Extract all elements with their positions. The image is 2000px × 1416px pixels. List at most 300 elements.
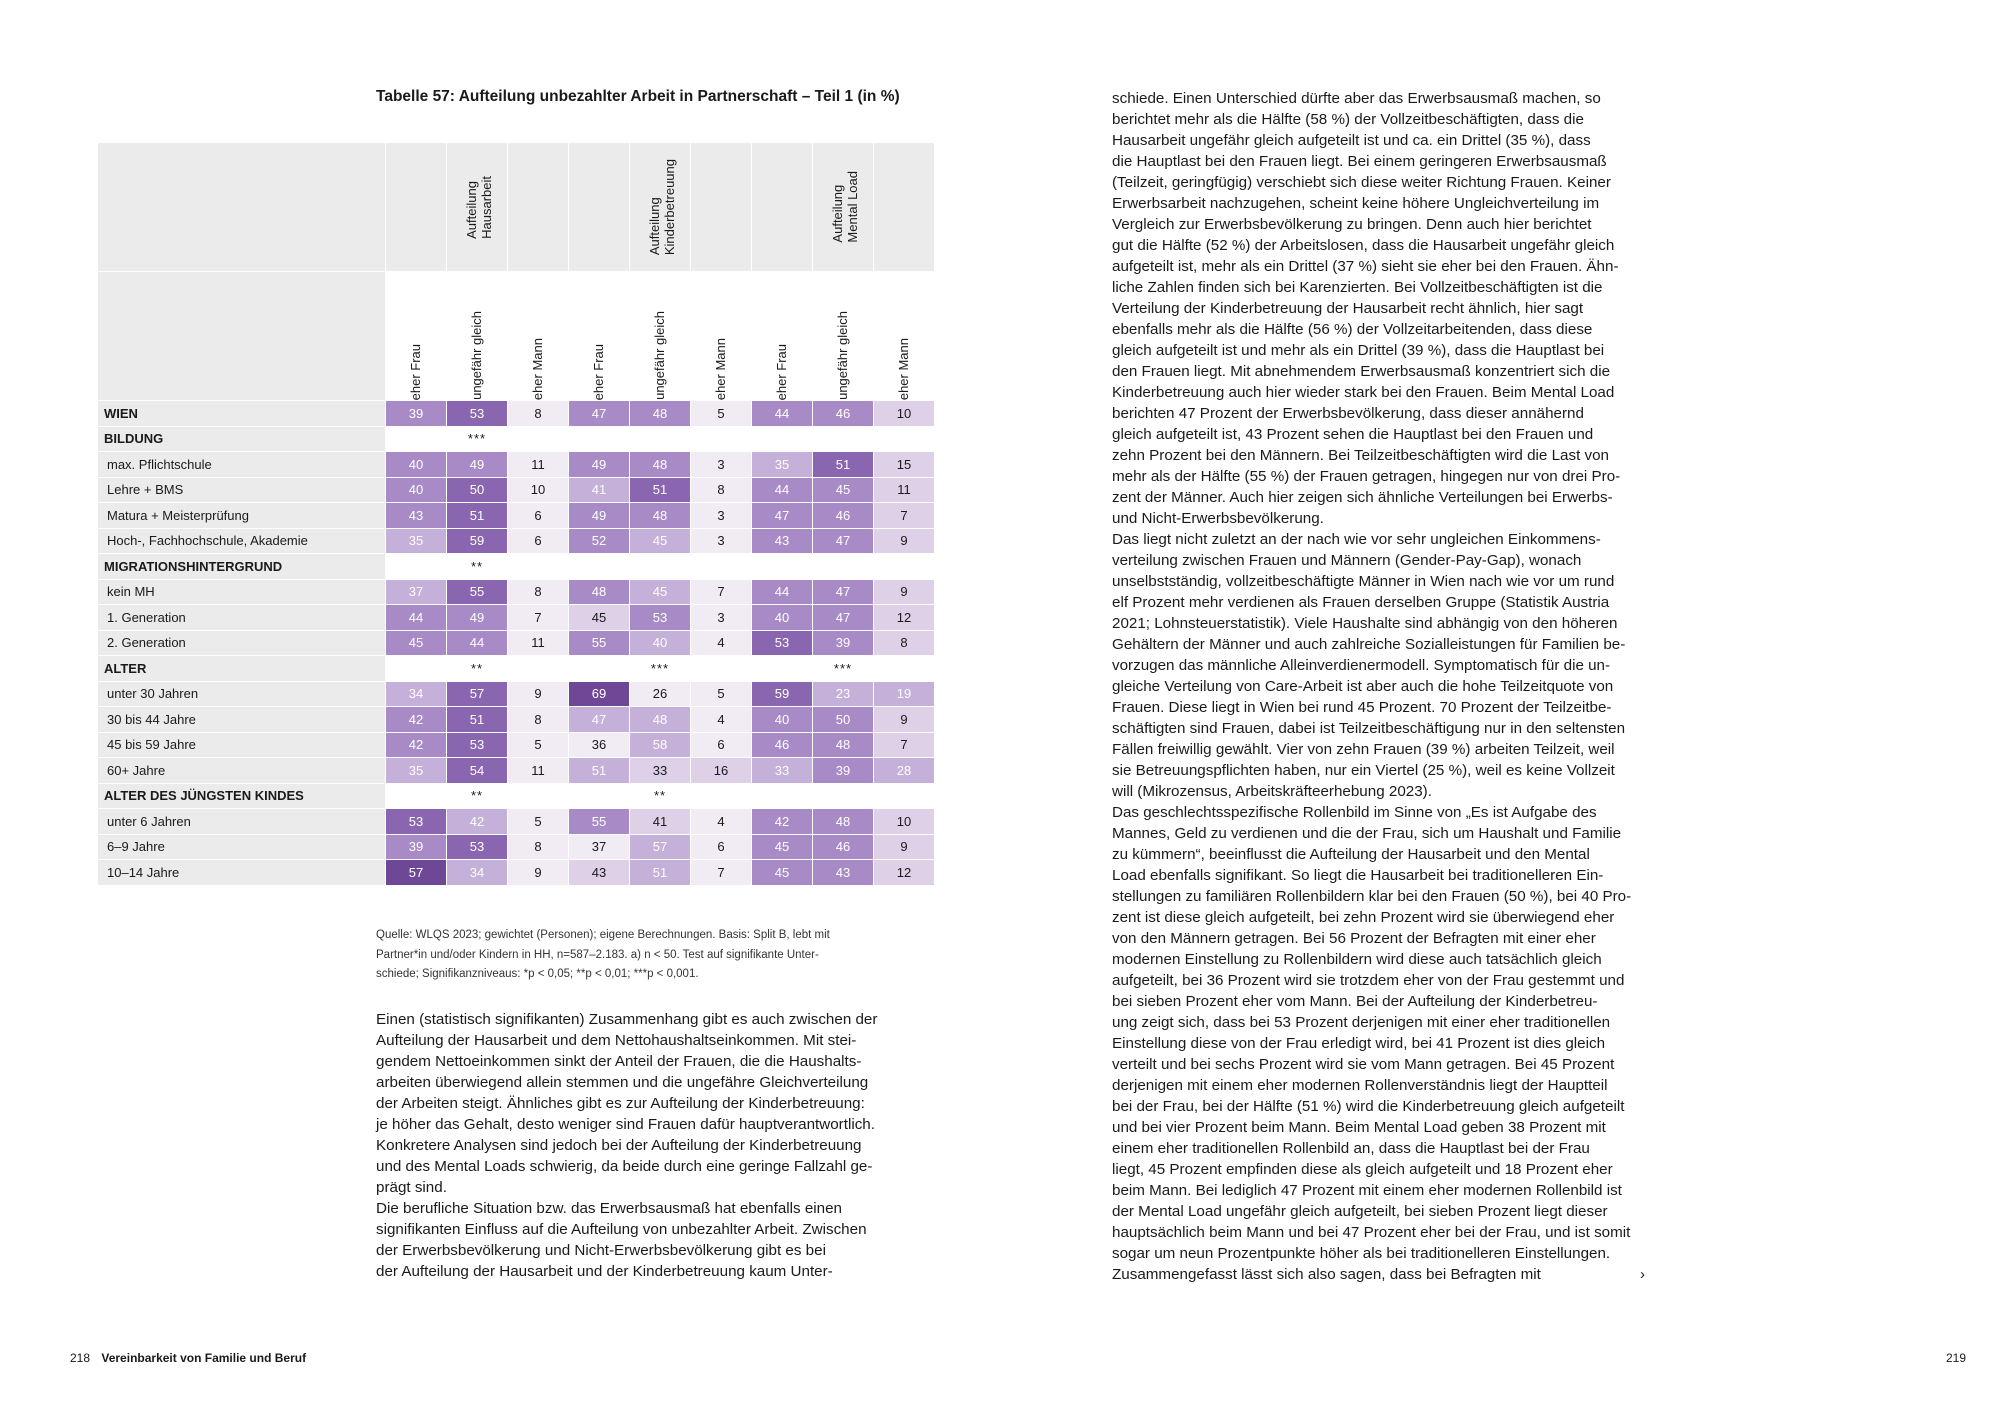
significance-cell (508, 656, 569, 682)
subheader-cell (813, 272, 874, 401)
subheader-label: eher Mann (895, 337, 911, 400)
value-cell: 11 (508, 758, 569, 784)
row-label: 2. Generation (98, 630, 386, 656)
subheader-cell (874, 272, 935, 401)
significance-cell (752, 783, 813, 809)
value-cell: 42 (447, 809, 508, 835)
value-cell: 37 (569, 834, 630, 860)
text-line: aufgeteilt ist, mehr als ein Drittel (37 %) sieht sie eher bei den Frauen. Ähn- (1112, 258, 1619, 275)
subheader-corner (98, 272, 386, 401)
row-label: 10–14 Jahre (98, 860, 386, 886)
text-line: ung zeigt sich, dass bei 53 Prozent derjenigen mit einer eher traditionellen (1112, 1014, 1611, 1031)
value-cell: 45 (752, 834, 813, 860)
text-line: signifikanten Einfluss auf die Aufteilung von unbezahlter Arbeit. Zwischen (376, 1221, 867, 1238)
text-line: mehr als der Hälfte (55 %) der Frauen getragen, hingegen nur von drei Pro- (1112, 468, 1621, 485)
value-cell: 9 (874, 834, 935, 860)
row-label: unter 30 Jahren (98, 681, 386, 707)
value-cell: 42 (386, 732, 447, 758)
text-line: Die berufliche Situation bzw. das Erwerbsausmaß hat ebenfalls einen (376, 1200, 843, 1217)
subheader-cell (569, 272, 630, 401)
row-label: max. Pflichtschule (98, 452, 386, 478)
value-cell: 53 (447, 401, 508, 427)
value-cell: 11 (508, 630, 569, 656)
running-title: Vereinbarkeit von Familie und Beruf (101, 1351, 307, 1365)
row-label: kein MH (98, 579, 386, 605)
text-line: von den Männern getragen. Bei 56 Prozent der Befragten mit einer eher (1112, 930, 1596, 947)
value-cell: 48 (630, 707, 691, 733)
value-cell: 44 (752, 477, 813, 503)
significance-cell (691, 554, 752, 580)
text-line: die Hauptlast bei den Frauen liegt. Bei einem geringeren Erwerbsausmaß (1112, 153, 1607, 170)
text-line: will (Mikrozensus, Arbeitskräfteerhebung 2023). (1112, 783, 1432, 800)
row-label: Matura + Meisterprüfung (98, 503, 386, 529)
significance-cell (386, 783, 447, 809)
significance-cell (386, 426, 447, 452)
table-title: Tabelle 57: Aufteilung unbezahlter Arbeit in Partnerschaft – Teil 1 (in %) (376, 88, 900, 105)
value-cell: 45 (813, 477, 874, 503)
value-cell: 45 (386, 630, 447, 656)
text-line: verteilt und bei sechs Prozent wird sie vom Mann getragen. Bei 45 Prozent (1112, 1056, 1615, 1073)
text-line: unselbstständig, vollzeitbeschäftigte Männer in Wien nach wie vor um rund (1112, 573, 1615, 590)
value-cell: 40 (630, 630, 691, 656)
text-line: Einen (statistisch signifikanten) Zusammenhang gibt es auch zwischen der (376, 1011, 878, 1028)
value-cell: 12 (874, 605, 935, 631)
value-cell: 8 (508, 707, 569, 733)
group-header-cell (569, 143, 630, 272)
text-line: Fällen freiwillig gewählt. Vier von zehn Frauen (39 %) arbeiten Teilzeit, weil (1112, 741, 1615, 758)
value-cell: 46 (813, 401, 874, 427)
significance-cell (752, 426, 813, 452)
table-row (98, 758, 935, 784)
significance-cell: *** (813, 656, 874, 682)
text-line: gleich aufgeteilt ist, 43 Prozent sehen die Hauptlast bei den Frauen und (1112, 426, 1594, 443)
value-cell: 52 (569, 528, 630, 554)
group-header-cell (813, 143, 874, 272)
subheader-label: eher Mann (712, 337, 728, 400)
text-line: gleiche Verteilung von Care-Arbeit ist aber auch die hohe Teilzeitquote von (1112, 678, 1614, 695)
text-line: liegt, 45 Prozent empfinden diese als gleich aufgeteilt und 18 Prozent eher (1112, 1161, 1613, 1178)
text-line: zehn Prozent bei den Männern. Bei Teilzeitbeschäftigten wird die Last von (1112, 447, 1609, 464)
text-line: aufgeteilt, bei 36 Prozent wird sie trotzdem eher von der Frau gestemmt und (1112, 972, 1625, 989)
value-cell: 4 (691, 707, 752, 733)
significance-cell (813, 554, 874, 580)
value-cell: 43 (386, 503, 447, 529)
value-cell: 42 (752, 809, 813, 835)
text-line: zent der Männer. Auch hier zeigen sich ähnliche Verteilungen bei Erwerbs- (1112, 489, 1613, 506)
text-line: der Mental Load ungefähr gleich aufgeteilt, bei sieben Prozent liegt dieser (1112, 1203, 1608, 1220)
text-line: elf Prozent mehr verdienen als Frauen derselben Gruppe (Statistik Austria (1112, 594, 1610, 611)
subheader-label: eher Frau (773, 343, 789, 400)
value-cell: 3 (691, 503, 752, 529)
text-line: Aufteilung der Hausarbeit und dem Nettohaushaltseinkommen. Mit stei- (376, 1032, 857, 1049)
value-cell: 47 (569, 401, 630, 427)
value-cell: 53 (630, 605, 691, 631)
value-cell: 55 (447, 579, 508, 605)
value-cell: 45 (752, 860, 813, 886)
value-cell: 5 (508, 809, 569, 835)
value-cell: 41 (569, 477, 630, 503)
value-cell: 55 (569, 630, 630, 656)
value-cell: 45 (630, 528, 691, 554)
value-cell: 51 (569, 758, 630, 784)
continue-arrow-icon: › (1640, 1266, 1645, 1283)
text-line: liche Zahlen finden sich bei Karenzierten. Bei Vollzeitbeschäftigten ist die (1112, 279, 1603, 296)
table-row (98, 732, 935, 758)
text-line: stellungen zu familiären Rollenbildern klar bei den Frauen (50 %), bei 40 Pro- (1112, 888, 1632, 905)
value-cell: 48 (630, 452, 691, 478)
value-cell: 34 (447, 860, 508, 886)
significance-cell: ** (630, 783, 691, 809)
text-line: Mannes, Geld zu verdienen und die der Frau, sich um Haushalt und Familie (1112, 825, 1622, 842)
value-cell: 59 (447, 528, 508, 554)
text-line: der Erwerbsbevölkerung und Nicht-Erwerbsbevölkerung gibt es bei (376, 1242, 826, 1259)
value-cell: 45 (569, 605, 630, 631)
value-cell: 43 (752, 528, 813, 554)
value-cell: 53 (447, 732, 508, 758)
value-cell: 51 (447, 707, 508, 733)
group-header-cell (630, 143, 691, 272)
significance-cell (630, 554, 691, 580)
row-label: BILDUNG (98, 426, 386, 452)
value-cell: 7 (691, 860, 752, 886)
value-cell: 51 (813, 452, 874, 478)
value-cell: 3 (691, 528, 752, 554)
text-line: verteilung zwischen Frauen und Männern (Gender-Pay-Gap), wonach (1112, 552, 1582, 569)
value-cell: 48 (630, 401, 691, 427)
data-table (97, 142, 935, 886)
table-row (98, 503, 935, 529)
footer-left (70, 1351, 306, 1365)
value-cell: 43 (569, 860, 630, 886)
row-label: unter 6 Jahren (98, 809, 386, 835)
value-cell: 45 (630, 579, 691, 605)
value-cell: 6 (508, 528, 569, 554)
significance-cell (813, 783, 874, 809)
text-line: der Aufteilung der Hausarbeit und der Kinderbetreuung kaum Unter- (376, 1263, 833, 1280)
value-cell: 57 (630, 834, 691, 860)
value-cell: 40 (386, 477, 447, 503)
value-cell: 5 (691, 401, 752, 427)
body-text-left (376, 1009, 914, 1282)
text-line: hauptsächlich beim Mann und bei 47 Prozent eher bei der Frau, und ist somit (1112, 1224, 1631, 1241)
significance-cell (752, 554, 813, 580)
significance-cell (874, 554, 935, 580)
body-text-right (1112, 88, 1652, 1285)
table-row (98, 809, 935, 835)
significance-cell: *** (630, 656, 691, 682)
text-line: gendem Nettoeinkommen sinkt der Anteil der Frauen, die die Haushalts- (376, 1053, 862, 1070)
subheader-label: eher Frau (407, 343, 423, 400)
value-cell: 6 (508, 503, 569, 529)
value-cell: 48 (630, 503, 691, 529)
table-footnote (376, 926, 916, 985)
value-cell: 51 (447, 503, 508, 529)
value-cell: 37 (386, 579, 447, 605)
text-line: Verteilung der Kinderbetreuung der Hausarbeit recht ähnlich, hier sagt (1112, 300, 1584, 317)
group-header-cell (508, 143, 569, 272)
value-cell: 48 (813, 732, 874, 758)
text-line: vorzugen das männliche Alleinverdienermodell. Symptomatisch für die un- (1112, 657, 1611, 674)
subheader-cell (630, 272, 691, 401)
value-cell: 35 (386, 758, 447, 784)
significance-cell (508, 554, 569, 580)
group-header-cell (691, 143, 752, 272)
value-cell: 47 (752, 503, 813, 529)
row-label: Hoch-, Fachhochschule, Akademie (98, 528, 386, 554)
subheader-label: ungefähr gleich (834, 311, 850, 400)
value-cell: 8 (874, 630, 935, 656)
text-line: zu kümmern“, beeinflusst die Aufteilung der Hausarbeit und den Mental (1112, 846, 1590, 863)
value-cell: 47 (813, 605, 874, 631)
value-cell: 51 (630, 860, 691, 886)
table-row (98, 579, 935, 605)
value-cell: 35 (386, 528, 447, 554)
header-corner (98, 143, 386, 272)
value-cell: 8 (508, 834, 569, 860)
value-cell: 57 (386, 860, 447, 886)
text-line: bei sieben Prozent eher vom Mann. Bei der Aufteilung der Kinderbetreu- (1112, 993, 1598, 1010)
footnote-line: Quelle: WLQS 2023; gewichtet (Personen); eigene Berechnungen. Basis: Split B, lebt mit (376, 929, 830, 941)
text-line: bei der Frau, bei der Hälfte (51 %) wird die Kinderbetreuung gleich aufgeteilt (1112, 1098, 1625, 1115)
value-cell: 55 (569, 809, 630, 835)
text-line: Konkretere Analysen sind jedoch bei der Aufteilung der Kinderbetreuung (376, 1137, 862, 1154)
value-cell: 39 (813, 630, 874, 656)
row-label: ALTER DES JÜNGSTEN KINDES (98, 783, 386, 809)
value-cell: 39 (386, 834, 447, 860)
value-cell: 8 (508, 579, 569, 605)
significance-cell (874, 426, 935, 452)
value-cell: 59 (752, 681, 813, 707)
value-cell: 49 (569, 503, 630, 529)
group-header-label: Aufteilung Hausarbeit (464, 175, 494, 239)
value-cell: 10 (874, 809, 935, 835)
value-cell: 47 (813, 528, 874, 554)
significance-cell (386, 554, 447, 580)
table-row (98, 528, 935, 554)
row-label: Lehre + BMS (98, 477, 386, 503)
significance-cell: ** (447, 554, 508, 580)
value-cell: 7 (874, 503, 935, 529)
text-line: (Teilzeit, geringfügig) verschiebt sich diese weiter Richtung Frauen. Keiner (1112, 174, 1611, 191)
text-line: der Arbeiten steigt. Ähnliches gibt es zur Aufteilung der Kinderbetreuung: (376, 1095, 865, 1112)
group-header-cell (447, 143, 508, 272)
value-cell: 3 (691, 605, 752, 631)
text-line: gleich aufgeteilt ist und mehr als ein Drittel (39 %), dass die Hauptlast bei (1112, 342, 1605, 359)
text-line: schäftigten sind Frauen, dabei ist Teilzeitbeschäftigung nur in den seltensten (1112, 720, 1626, 737)
value-cell: 10 (508, 477, 569, 503)
significance-cell (874, 656, 935, 682)
value-cell: 51 (630, 477, 691, 503)
text-line: berichten 47 Prozent der Erwerbsbevölkerung, dass dieser annähernd (1112, 405, 1584, 422)
significance-cell (874, 783, 935, 809)
text-line: sogar um neun Prozentpunkte höher als bei traditionelleren Einstellungen. (1112, 1245, 1611, 1262)
value-cell: 47 (813, 579, 874, 605)
value-cell: 4 (691, 630, 752, 656)
value-cell: 9 (874, 528, 935, 554)
table-row (98, 834, 935, 860)
value-cell: 28 (874, 758, 935, 784)
text-line: ebenfalls mehr als die Hälfte (56 %) der Vollzeitarbeitenden, dass diese (1112, 321, 1593, 338)
value-cell: 50 (813, 707, 874, 733)
subheader-label: ungefähr gleich (468, 311, 484, 400)
value-cell: 53 (447, 834, 508, 860)
row-label: WIEN (98, 401, 386, 427)
value-cell: 40 (386, 452, 447, 478)
significance-cell (569, 426, 630, 452)
value-cell: 42 (386, 707, 447, 733)
significance-cell (813, 426, 874, 452)
value-cell: 41 (630, 809, 691, 835)
text-line: je höher das Gehalt, desto weniger sind Frauen dafür hauptverantwortlich. (376, 1116, 875, 1133)
value-cell: 39 (386, 401, 447, 427)
value-cell: 19 (874, 681, 935, 707)
row-label: 1. Generation (98, 605, 386, 631)
value-cell: 40 (752, 707, 813, 733)
text-line: Frauen. Diese liegt in Wien bei rund 45 Prozent. 70 Prozent der Teilzeitbe- (1112, 699, 1612, 716)
value-cell: 8 (508, 401, 569, 427)
table-row (98, 707, 935, 733)
value-cell: 46 (813, 503, 874, 529)
text-line: Kinderbetreuung auch hier wieder stark bei den Frauen. Beim Mental Load (1112, 384, 1615, 401)
value-cell: 5 (691, 681, 752, 707)
page-number-right: 219 (1946, 1351, 1967, 1365)
value-cell: 44 (447, 630, 508, 656)
group-header-cell (386, 143, 447, 272)
text-line: derjenigen mit einem eher modernen Rollenverständnis liegt der Hauptteil (1112, 1077, 1608, 1094)
value-cell: 23 (813, 681, 874, 707)
text-line: berichtet mehr als die Hälfte (58 %) der Vollzeitbeschäftigten, dass die (1112, 111, 1584, 128)
footnote-line: Partner*in und/oder Kindern in HH, n=587–2.183. a) n < 50. Test auf signifikante Unter- (376, 948, 819, 961)
value-cell: 39 (813, 758, 874, 784)
table-row (98, 477, 935, 503)
text-line: Vergleich zur Erwerbsbevölkerung zu bringen. Denn auch hier berichtet (1112, 216, 1592, 233)
value-cell: 36 (569, 732, 630, 758)
value-cell: 53 (752, 630, 813, 656)
value-cell: 11 (508, 452, 569, 478)
value-cell: 9 (508, 860, 569, 886)
text-line: einem eher traditionellen Rollenbild an, dass die Hauptlast bei der Frau (1112, 1140, 1590, 1157)
footnote-line: schiede; Signifikanzniveaus: *p < 0,05; **p < 0,01; ***p < 0,001. (376, 968, 699, 980)
subheader-cell (386, 272, 447, 401)
value-cell: 46 (813, 834, 874, 860)
value-cell: 34 (386, 681, 447, 707)
value-cell: 50 (447, 477, 508, 503)
subheader-label: eher Frau (590, 343, 606, 400)
significance-cell: ** (447, 656, 508, 682)
group-header-label: Aufteilung Mental Load (830, 171, 860, 243)
subheader-cell (508, 272, 569, 401)
text-line: arbeiten überwiegend allein stemmen und die ungefähre Gleichverteilung (376, 1074, 869, 1091)
text-line: den Frauen liegt. Mit abnehmendem Erwerbsausmaß konzentriert sich die (1112, 363, 1611, 380)
text-line: sie Betreuungspflichten haben, nur ein Viertel (25 %), weil es keine Vollzeit (1112, 762, 1615, 779)
row-label: MIGRATIONSHINTERGRUND (98, 554, 386, 580)
significance-cell (508, 426, 569, 452)
group-header-label: Aufteilung Kinderbetreuung (647, 158, 677, 256)
value-cell: 49 (447, 452, 508, 478)
group-header-cell (752, 143, 813, 272)
significance-cell (386, 656, 447, 682)
value-cell: 6 (691, 732, 752, 758)
significance-cell (569, 656, 630, 682)
significance-cell: ** (447, 783, 508, 809)
value-cell: 48 (569, 579, 630, 605)
subheader-cell (447, 272, 508, 401)
table-section-row (98, 426, 935, 452)
significance-cell (691, 656, 752, 682)
text-line: modernen Einstellung zu Rollenbildern wird diese auch tatsächlich gleich (1112, 951, 1602, 968)
subheader-label: eher Mann (529, 337, 545, 400)
value-cell: 9 (508, 681, 569, 707)
value-cell: 10 (874, 401, 935, 427)
table-row (98, 452, 935, 478)
subheader-cell (691, 272, 752, 401)
value-cell: 16 (691, 758, 752, 784)
row-label: 45 bis 59 Jahre (98, 732, 386, 758)
value-cell: 26 (630, 681, 691, 707)
text-line: und des Mental Loads schwierig, da beide durch eine geringe Fallzahl ge- (376, 1158, 873, 1175)
text-line: Das liegt nicht zuletzt an der nach wie vor sehr ungleichen Einkommens- (1112, 531, 1601, 548)
text-line: beim Mann. Bei lediglich 47 Prozent mit einem eher modernen Rollenbild ist (1112, 1182, 1622, 1199)
table-row (98, 681, 935, 707)
value-cell: 9 (874, 707, 935, 733)
value-cell: 44 (386, 605, 447, 631)
row-label: 6–9 Jahre (98, 834, 386, 860)
value-cell: 48 (813, 809, 874, 835)
value-cell: 15 (874, 452, 935, 478)
value-cell: 44 (752, 401, 813, 427)
value-cell: 4 (691, 809, 752, 835)
text-line: Load ebenfalls signifikant. So liegt die Hausarbeit bei traditionelleren Ein- (1112, 867, 1604, 884)
significance-cell (569, 554, 630, 580)
table-row (98, 401, 935, 427)
text-line: Gehältern der Männer und auch zahlreiche Sozialleistungen für Familien be- (1112, 636, 1626, 653)
value-cell: 3 (691, 452, 752, 478)
text-line: und bei vier Prozent beim Mann. Beim Mental Load geben 38 Prozent mit (1112, 1119, 1606, 1136)
value-cell: 5 (508, 732, 569, 758)
table-row (98, 630, 935, 656)
subheader-label: ungefähr gleich (651, 311, 667, 400)
row-label: ALTER (98, 656, 386, 682)
significance-cell: *** (447, 426, 508, 452)
value-cell: 12 (874, 860, 935, 886)
value-cell: 6 (691, 834, 752, 860)
text-line: zent ist diese gleich aufgeteilt, bei zehn Prozent wird sie überwiegend eher (1112, 909, 1615, 926)
subheader-cell (752, 272, 813, 401)
table-row (98, 860, 935, 886)
value-cell: 49 (569, 452, 630, 478)
text-line: und Nicht-Erwerbsbevölkerung. (1112, 510, 1324, 527)
value-cell: 46 (752, 732, 813, 758)
value-cell: 33 (630, 758, 691, 784)
significance-cell (630, 426, 691, 452)
text-line: Hausarbeit ungefähr gleich aufgeteilt ist und ca. ein Drittel (35 %), dass (1112, 132, 1591, 149)
text-line: Zusammengefasst lässt sich also sagen, dass bei Befragten mit (1112, 1266, 1541, 1283)
text-line: Einstellung diese von der Frau erledigt wird, bei 41 Prozent ist dies gleich (1112, 1035, 1606, 1052)
value-cell: 58 (630, 732, 691, 758)
value-cell: 7 (508, 605, 569, 631)
value-cell: 7 (874, 732, 935, 758)
value-cell: 7 (691, 579, 752, 605)
value-cell: 11 (874, 477, 935, 503)
group-header-cell (874, 143, 935, 272)
text-line: gut die Hälfte (52 %) der Arbeitslosen, dass die Hausarbeit ungefähr gleich (1112, 237, 1615, 254)
row-label: 30 bis 44 Jahre (98, 707, 386, 733)
value-cell: 9 (874, 579, 935, 605)
value-cell: 35 (752, 452, 813, 478)
table-row (98, 605, 935, 631)
table-section-row (98, 656, 935, 682)
significance-cell (691, 426, 752, 452)
